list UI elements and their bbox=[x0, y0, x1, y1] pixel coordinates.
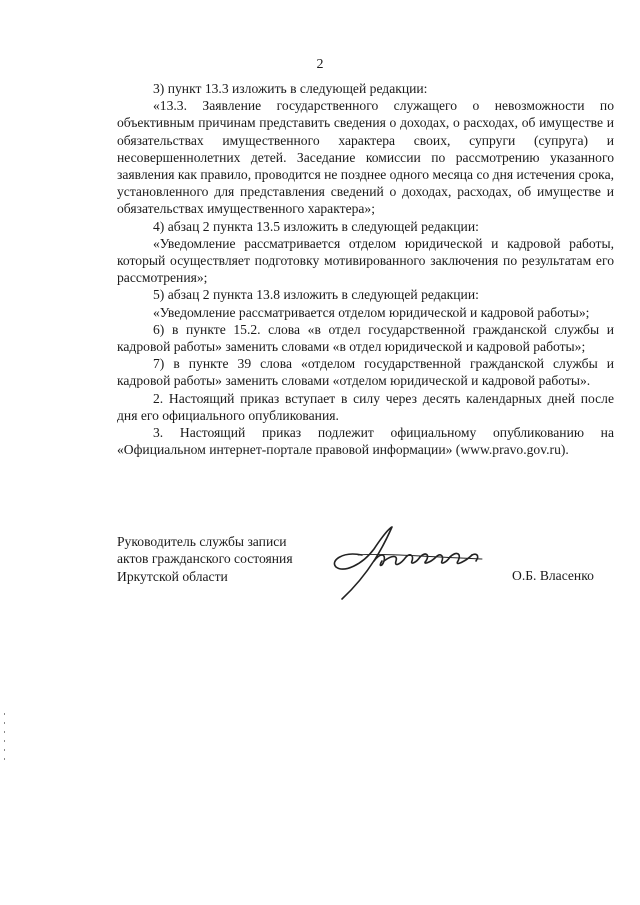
paragraph: «13.3. Заявление государственного служащего о невозможности по объективным причинам представить сведения о доходах, о расходах, об имуществе и обязательствах имущественного характера своих, супруги (супруга) и несовершеннолетних детей. Заседание комиссии по рассмотрению указанного заявления как правило, проводится не позднее одного месяца со дня истечения срока, установленного для представления сведений о доходах, расходах, об имуществе и обязательствах имущественного характера»; bbox=[117, 98, 615, 217]
position-line: Руководитель службы записи bbox=[117, 534, 287, 549]
paragraph: 6) в пункте 15.2. слова «в отдел государственной гражданской службы и кадровой работы» заменить словами «в отдел юридической и кадровой работы»; bbox=[117, 321, 614, 355]
margin-dots-decoration bbox=[4, 713, 6, 767]
paragraph: 7) в пункте 39 слова «отделом государственной гражданской службы и кадровой работы» заменить словами «отделом юридической и кадровой работы». bbox=[117, 356, 614, 389]
paragraph: «Уведомление рассматривается отделом юридической и кадровой работы, который осуществляет подготовку мотивированного заключения по результатам его рассмотрения»; bbox=[117, 235, 614, 286]
paragraph: 5) абзац 2 пункта 13.8 изложить в следующей редакции: bbox=[153, 287, 479, 303]
paragraph: 3) пункт 13.3 изложить в следующей редакции: bbox=[153, 81, 428, 96]
paragraph: 3. Настоящий приказ подлежит официальному опубликованию на «Официальном интернет-портале правовой информации» (www.pravo.gov.ru). bbox=[117, 425, 614, 458]
position-line: Иркутской области bbox=[117, 568, 228, 584]
position-line: актов гражданского состояния bbox=[117, 551, 293, 567]
signatory-name: О.Б. Власенко bbox=[512, 568, 594, 583]
paragraph: 2. Настоящий приказ вступает в силу через десять календарных дней после дня его официального опубликования. bbox=[117, 390, 614, 423]
paragraph: «Уведомление рассматривается отделом юридической и кадровой работы»; bbox=[153, 304, 590, 320]
handwritten-signature bbox=[322, 515, 502, 605]
page-number: 2 bbox=[316, 57, 324, 72]
document-body bbox=[117, 80, 614, 458]
paragraph: 4) абзац 2 пункта 13.5 изложить в следующей редакции: bbox=[153, 218, 479, 234]
signatory-position bbox=[117, 533, 293, 585]
